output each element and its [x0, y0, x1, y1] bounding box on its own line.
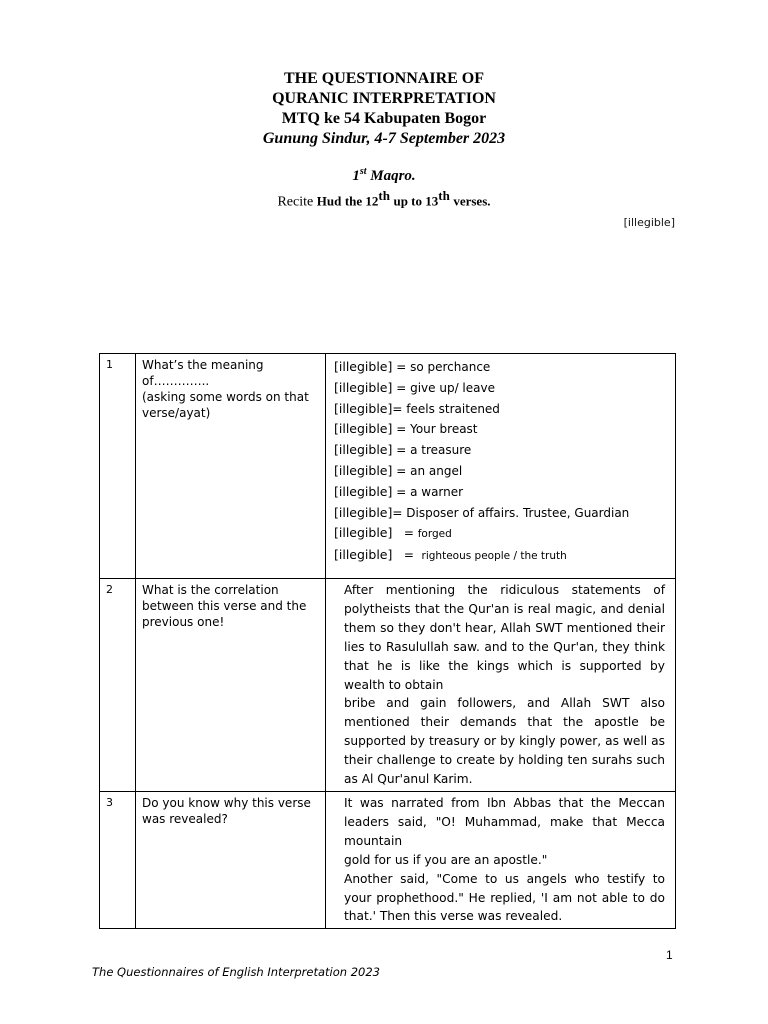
table-row	[100, 791, 676, 928]
vocab-equals: =	[392, 401, 403, 416]
maqro-number: 1	[352, 168, 360, 184]
vocab-english: give up/ leave	[410, 380, 495, 395]
vocab-english: a treasure	[410, 443, 472, 458]
header-title-line1: THE QUESTIONNAIRE OF	[283, 70, 485, 87]
header-title-line2: QURANIC INTERPRETATION	[272, 90, 496, 107]
vocab-arabic: [illegible]	[334, 462, 393, 478]
questionnaire-table	[99, 353, 676, 929]
vocab-item	[334, 482, 667, 503]
vocab-item	[334, 378, 667, 399]
vocab-list	[326, 354, 676, 579]
vocab-equals: =	[396, 360, 407, 374]
vocab-arabic: [illegible]	[334, 421, 393, 437]
vocab-equals: =	[403, 548, 414, 563]
vocab-equals: =	[396, 422, 407, 437]
vocab-item	[334, 523, 667, 545]
vocab-equals: =	[403, 526, 414, 541]
row-number: 2	[100, 579, 136, 792]
vocab-item	[334, 461, 667, 482]
vocab-arabic: [illegible]	[334, 400, 393, 416]
header-place-date: Gunung Sindur, 4-7 September 2023	[262, 130, 506, 147]
vocab-english: feels straitened	[406, 401, 500, 416]
header-event-line: MTQ ke 54 Kabupaten Bogor	[281, 110, 487, 127]
vocab-arabic: [illegible]	[334, 547, 393, 563]
vocab-equals: =	[396, 484, 407, 499]
row-question	[136, 579, 326, 792]
row-number: 3	[100, 791, 136, 928]
vocab-item	[334, 419, 667, 440]
page-number: 1	[666, 948, 673, 962]
arabic-verse-text: [illegible]	[623, 216, 675, 229]
vocab-arabic: [illegible]	[334, 359, 393, 374]
answer-paragraph: After mentioning the ridiculous statements of polytheists that the Qur'an is real magic, and denial them so they don't hear, Allah SWT mentioned their lies to Rasulullah saw. and to the Qur'an, they think that he is like the kings which is supported by wealth to obtain	[344, 583, 665, 692]
vocab-equals: =	[392, 505, 403, 520]
vocab-item	[334, 440, 667, 461]
table-row	[100, 354, 676, 579]
row-question	[136, 791, 326, 928]
question-text: What’s the meaning of………….. (asking some words on that verse/ayat)	[142, 358, 309, 420]
vocab-english: a warner	[410, 484, 464, 499]
vocab-item	[334, 357, 667, 378]
recite-sup2: th	[438, 188, 450, 203]
question-text: Do you know why this verse was revealed?	[142, 795, 311, 826]
vocab-item	[334, 399, 667, 420]
vocab-english: Your breast	[410, 422, 478, 437]
vocab-equals: =	[396, 463, 407, 478]
row-question	[136, 354, 326, 579]
vocab-english: so perchance	[410, 360, 491, 374]
recite-surah: Hud	[316, 193, 342, 209]
maqro-heading	[0, 162, 768, 186]
question-text: What is the correlation between this verse and the previous one!	[142, 583, 307, 629]
vocab-item	[334, 545, 667, 567]
table-row	[100, 579, 676, 792]
row-number: 1	[100, 354, 136, 579]
recite-from: the 12	[344, 193, 379, 209]
row-answer	[326, 791, 676, 928]
maqro-label: Maqro.	[370, 168, 416, 184]
row-answer	[326, 579, 676, 792]
vocab-equals: =	[396, 380, 407, 395]
document-header	[0, 69, 768, 149]
vocab-arabic: [illegible]	[334, 525, 393, 541]
vocab-item	[334, 503, 667, 524]
answer-paragraph: bribe and gain followers, and Allah SWT also mentioned their demands that the apostle be supported by treasury or by kingly power, as well as their challenge to create by holding ten surahs such as Al Qur'anul Karim.	[344, 696, 665, 787]
vocab-equals: =	[396, 443, 407, 458]
maqro-ordinal: st	[359, 166, 367, 177]
vocab-arabic: [illegible]	[334, 379, 393, 395]
recite-mid: up to 13	[393, 193, 439, 209]
answer-paragraph: It was narrated from Ibn Abbas that the Meccan leaders said, "O! Muhammad, make that Mecca mountain	[344, 795, 665, 848]
recite-sup1: th	[378, 188, 390, 203]
recite-end: verses.	[453, 193, 491, 209]
answer-paragraph: gold for us if you are an apostle."	[344, 852, 548, 867]
maqro-block	[0, 162, 768, 213]
page-footer: The Questionnaires of English Interpretation 2023	[92, 965, 380, 979]
answer-paragraph: Another said, "Come to us angels who testify to your prophethood." He replied, 'I am not able to do that.' Then this verse was revealed.	[344, 871, 665, 924]
recite-word: Recite	[277, 194, 314, 210]
vocab-arabic: [illegible]	[334, 442, 393, 458]
vocab-english: forged	[417, 528, 452, 541]
vocab-english: righteous people / the truth	[421, 550, 567, 563]
recite-instruction	[0, 186, 768, 213]
vocab-english: Disposer of affairs. Trustee, Guardian	[406, 505, 630, 520]
vocab-arabic: [illegible]	[334, 504, 393, 520]
vocab-arabic: [illegible]	[334, 483, 393, 499]
vocab-english: an angel	[410, 463, 463, 478]
